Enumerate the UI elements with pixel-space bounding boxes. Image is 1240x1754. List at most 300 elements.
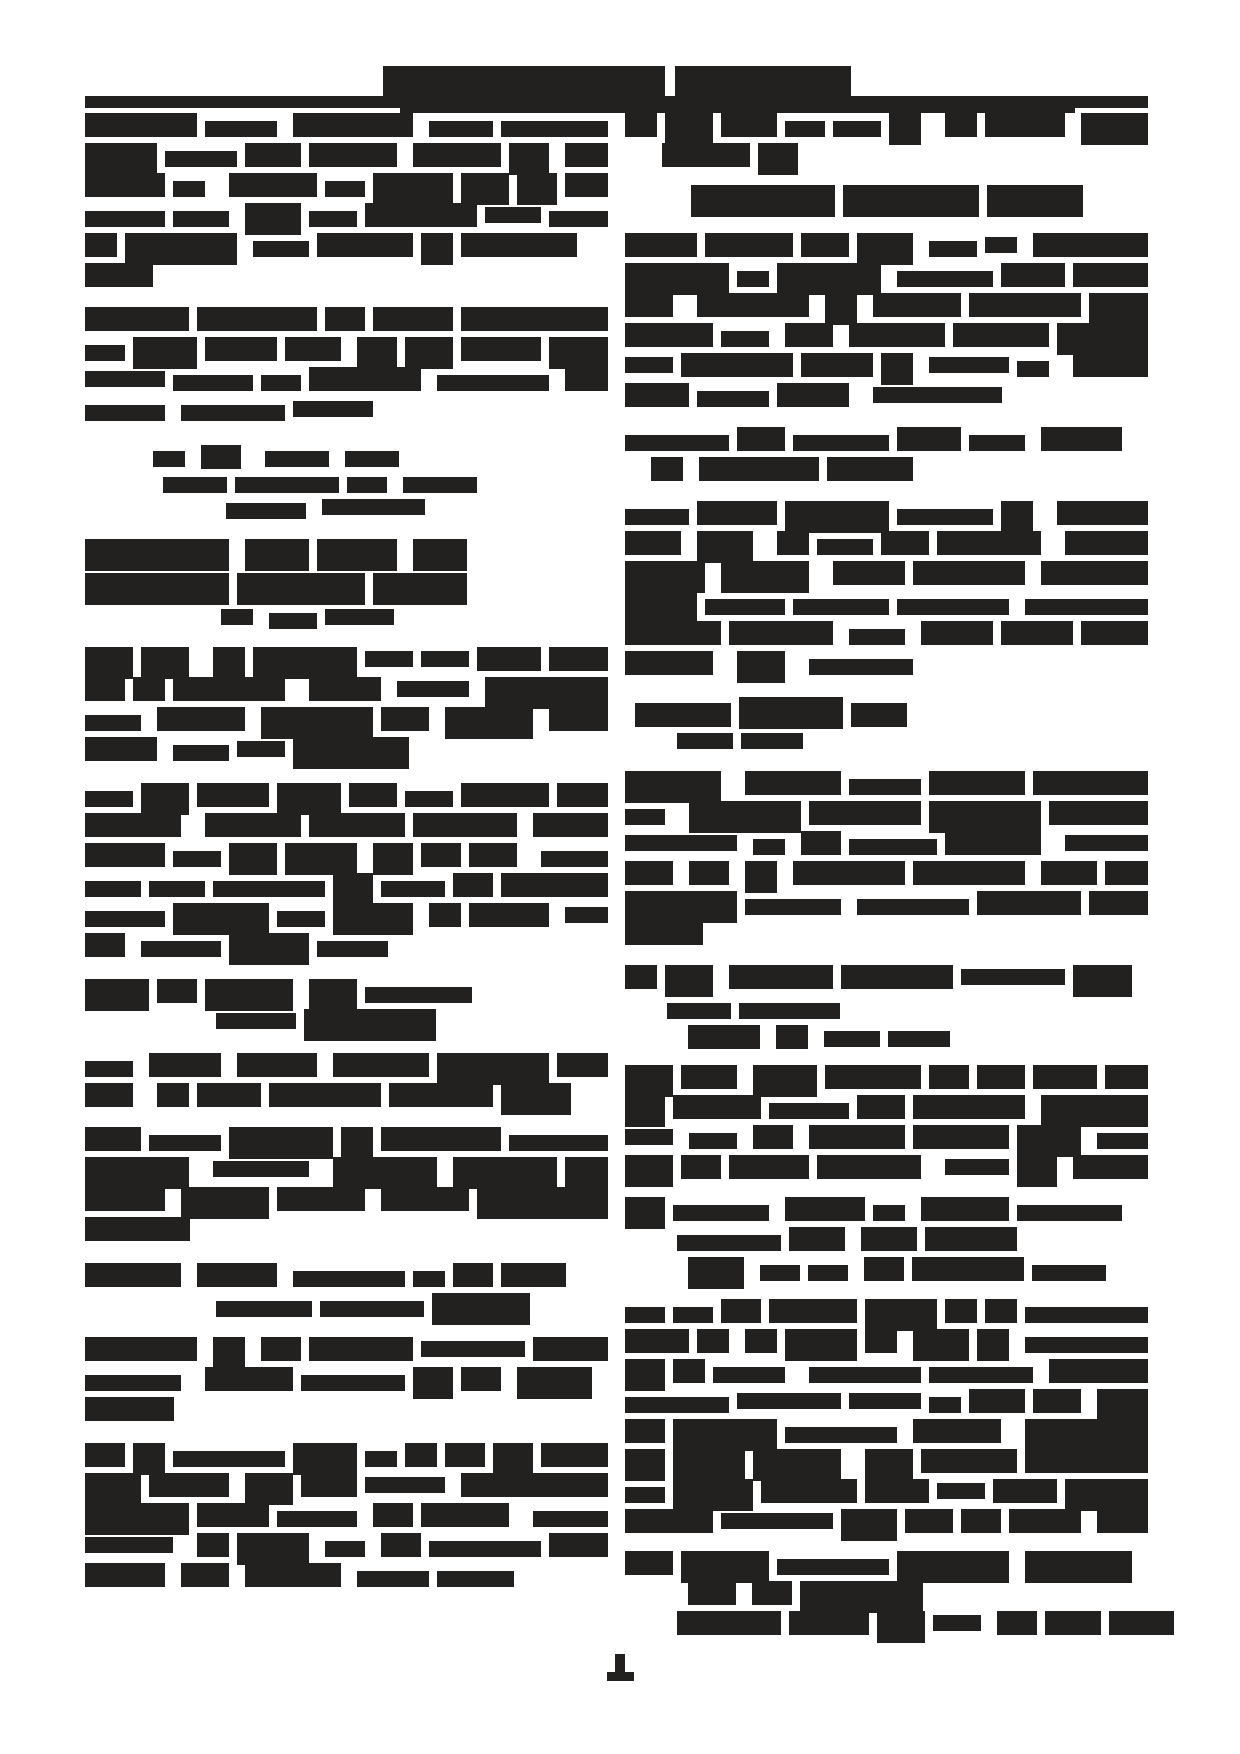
redacted-word [565,907,608,923]
redacted-word [213,1161,309,1177]
redacted-word [1105,861,1148,885]
redacted-word [461,233,577,257]
redacted-word [141,941,221,957]
redacted-word [85,881,141,897]
redacted-word [365,1451,397,1467]
redacted-word [865,1329,897,1353]
redacted-word [301,1375,405,1391]
redacted-word [1025,1551,1132,1583]
redacted-word [213,647,245,679]
redacted-word [173,211,229,227]
redacted-word [325,609,394,625]
redacted-word [961,1509,1001,1533]
redacted-word [453,1263,493,1287]
redacted-word [373,173,453,205]
redacted-word [1041,861,1097,885]
redacted-word [697,391,769,407]
redacted-word [889,113,921,145]
redacted-word [317,233,413,257]
redacted-word [403,477,477,493]
redacted-word [729,965,833,989]
redacted-word [173,181,205,197]
redacted-word [925,1227,1017,1251]
redacted-word [945,831,1041,855]
redacted-word [933,1615,981,1631]
redacted-word [325,307,365,331]
redacted-word [181,1563,229,1587]
redacted-paragraph [625,1065,1148,1185]
redacted-word [625,621,721,645]
redacted-word [1081,621,1148,645]
redacted-text-line [85,1367,608,1397]
redacted-word [625,323,713,347]
redacted-word [221,609,253,625]
redacted-word [197,783,269,807]
redacted-word [1057,323,1148,355]
redacted-word [277,1187,365,1211]
redacted-text-line [85,573,608,607]
redacted-word [309,211,357,227]
redacted-word [381,881,445,897]
redacted-word [793,599,889,615]
redacted-word [1017,361,1049,377]
redacted-word [1097,1509,1148,1533]
redacted-word [269,1083,381,1107]
redacted-word [1065,835,1148,851]
redacted-word [625,1449,665,1481]
redacted-text-line [625,771,1148,801]
redacted-word [85,1187,165,1211]
redacted-word [229,1127,333,1159]
redacted-word [381,707,429,731]
redacted-word [1017,1125,1081,1157]
redacted-word [345,451,399,467]
redacted-word [357,1571,429,1587]
redacted-word [753,1449,841,1481]
redacted-word [533,1337,608,1361]
redacted-word [857,233,913,265]
redacted-word [309,1337,413,1361]
redacted-word [381,1127,501,1151]
redacted-word [913,1125,1009,1149]
redacted-text-line [85,1217,608,1247]
redacted-word [565,367,608,391]
redacted-word [1017,1205,1122,1221]
redacted-word [501,1083,571,1115]
redacted-word [929,1065,969,1089]
redacted-word [789,1611,869,1635]
redacted-text-line [625,1551,1148,1581]
redacted-word [216,1301,312,1317]
redacted-word [405,337,453,369]
redacted-word [309,143,397,167]
redacted-word [849,1393,921,1409]
page-number-glyph-stem [615,1654,625,1674]
redacted-word [913,1329,969,1361]
redacted-word [689,801,801,833]
redacted-word [301,1473,357,1497]
redacted-word [789,1227,845,1251]
redacted-word [1081,113,1148,145]
redacted-word [333,873,373,905]
redacted-word [849,629,905,645]
redacted-word [85,143,157,175]
redacted-word [761,1479,857,1503]
redacted-word [181,1187,269,1219]
redacted-word [565,1157,608,1189]
redacted-word [625,509,689,525]
redacted-word [1073,263,1148,287]
redacted-word [777,531,809,555]
redacted-word [1033,233,1148,257]
redacted-word [85,1375,181,1391]
redacted-text-line [625,921,1148,951]
redacted-word [429,1541,541,1557]
redacted-word [1001,263,1065,287]
redacted-text-line [85,113,608,143]
redacted-word [85,1157,189,1189]
redacted-text-line [85,813,608,843]
redacted-paragraph [85,307,608,427]
redacted-word [253,241,309,257]
page-number-glyph-base [607,1672,634,1681]
redacted-word [277,1511,357,1527]
redacted-word [157,1083,189,1107]
redacted-word [801,353,873,377]
redacted-word [665,113,713,145]
redacted-word [133,677,165,701]
redacted-text-line [625,1509,1148,1539]
redacted-word [501,873,608,897]
redacted-word [785,121,825,137]
redacted-word [1001,621,1073,645]
redacted-word [85,1537,173,1553]
redacted-word [461,1473,608,1497]
page-number [607,1654,635,1682]
redacted-word [533,1511,608,1527]
redacted-hanging-item [85,1263,608,1323]
redacted-word [809,801,921,825]
redacted-word [662,143,750,167]
redacted-word [849,839,937,855]
redacted-text-line [85,979,608,1009]
redacted-word [873,387,1002,403]
redacted-text-line [625,113,1148,143]
redacted-word [163,477,227,493]
redacted-word [793,861,905,885]
redacted-word [293,1271,405,1287]
redacted-text-line [625,1389,1148,1419]
redacted-word [373,1503,413,1527]
redacted-paragraph [625,771,1148,951]
redacted-word [817,539,873,555]
redacted-hanging-item [625,1551,1148,1641]
redacted-word [625,891,737,923]
redacted-word [961,969,1065,985]
redacted-word [651,457,683,481]
redacted-word [1001,501,1033,533]
redacted-word [517,1367,592,1399]
redacted-word [173,677,285,701]
redacted-word [205,979,293,1011]
redacted-word [309,979,357,1011]
redacted-word [929,1367,1033,1383]
redacted-word [729,1155,809,1179]
redacted-word [253,647,357,679]
redacted-word [737,427,785,451]
redacted-word [501,121,608,137]
redacted-word [1025,599,1148,615]
redacted-word [697,501,777,525]
redacted-word [673,1359,705,1383]
redacted-word [485,677,608,709]
redacted-word [453,1157,557,1189]
redacted-word [85,677,125,701]
redacted-word [205,1367,293,1391]
redacted-hanging-item [625,1197,1148,1287]
redacted-word [705,233,793,257]
redacted-word [549,1533,608,1557]
redacted-word [705,599,785,615]
redacted-word [625,1197,665,1229]
redacted-text-line [625,731,1148,757]
redacted-word [945,113,977,137]
redacted-word [125,233,237,265]
redacted-word [133,337,197,369]
redacted-word [549,211,608,227]
redacted-text-line [85,445,608,471]
redacted-word [165,151,237,167]
redacted-hanging-item [625,965,1148,1051]
redacted-word [226,503,306,519]
redacted-word [85,791,133,807]
redacted-word [85,1127,141,1151]
redacted-word [945,1159,1009,1175]
redacted-word [1025,1307,1148,1323]
redacted-text-line [625,891,1148,921]
redacted-word [697,293,809,317]
redacted-word [865,1479,929,1503]
redacted-word [625,1095,665,1127]
redacted-word [85,1443,125,1467]
redacted-text-line [625,1299,1148,1329]
redacted-word [843,185,979,217]
redacted-word [625,435,729,451]
redacted-word [741,733,803,749]
redacted-word [85,1061,133,1077]
redacted-word [745,1329,777,1353]
redacted-word [929,357,1009,373]
redacted-word [689,861,729,885]
redacted-word [365,203,477,227]
redacted-word [809,1125,905,1149]
redacted-word [85,911,165,927]
redacted-word [801,831,841,855]
redacted-word [325,1541,365,1557]
redacted-word [677,1611,781,1635]
redacted-word [721,1513,833,1529]
redacted-word [625,835,737,851]
redacted-word [625,1307,665,1323]
redacted-text-line [625,353,1148,383]
redacted-word [985,1299,1017,1323]
redacted-word [261,1337,301,1361]
redacted-text-line [625,831,1148,861]
redacted-text-line [625,457,1148,487]
redacted-word [541,1443,608,1467]
redacted-word [1105,1065,1148,1089]
redacted-word [1041,1095,1148,1127]
redacted-paragraph [85,1127,608,1247]
redacted-text-line [625,591,1148,621]
redacted-text-line [85,1503,608,1533]
redacted-word [667,1003,731,1019]
redacted-text-line [625,501,1148,531]
redacted-word [625,1329,689,1353]
redacted-text-line [625,1125,1148,1155]
redacted-word [197,1533,229,1557]
redacted-word [1025,1337,1148,1353]
redacted-word [913,561,1025,585]
redacted-word [293,401,373,417]
redacted-word [461,1367,501,1391]
redacted-word [864,1257,904,1281]
redacted-word [625,771,721,803]
redacted-word [721,1299,761,1323]
redacted-word [721,561,809,593]
redacted-text-line [625,263,1148,293]
redacted-word [173,745,229,761]
redacted-word [381,1187,469,1211]
redacted-word [85,813,181,837]
redacted-word [237,741,285,757]
redacted-word [825,293,857,325]
redacted-word [85,1397,174,1421]
redacted-word [753,839,785,855]
redacted-word [149,1473,229,1497]
redacted-word [293,737,409,769]
redacted-text-line [85,607,608,633]
redacted-word [549,707,608,731]
redacted-word [285,843,357,875]
redacted-text-line [625,561,1148,591]
redacted-word [197,307,317,331]
redacted-text-line [85,707,608,737]
redacted-word [969,293,1081,317]
redacted-word [205,813,301,837]
redacted-word [181,405,285,421]
redacted-word [173,851,221,867]
redacted-word [937,531,1041,555]
redacted-text-line [625,861,1148,891]
redacted-word [921,1197,1009,1221]
redacted-word [945,1299,977,1323]
redacted-word [825,1065,921,1089]
redacted-word [625,1129,673,1145]
redacted-word [141,647,189,679]
redacted-word [1041,427,1122,451]
redacted-text-line [625,1257,1148,1287]
redacted-word [745,771,841,795]
redacted-word [809,1367,921,1383]
redacted-word [85,1473,141,1505]
redacted-word [517,173,557,205]
redacted-word [365,651,413,667]
redacted-word [157,979,197,1003]
redacted-text-line [625,1197,1148,1227]
redacted-word [213,881,325,897]
redacted-text-line [85,677,608,707]
redacted-word [681,1155,721,1179]
redacted-word [216,1013,296,1029]
redacted-word [205,337,277,361]
redacted-section-heading [85,539,608,633]
redacted-word [824,1031,880,1047]
redacted-word [509,143,549,175]
redacted-word [453,873,493,897]
redacted-word [1109,1611,1174,1635]
redacted-word [309,367,421,391]
redacted-word [333,1053,429,1077]
header-rule [85,96,1148,108]
redacted-word [688,1581,736,1605]
redacted-word [365,987,472,1003]
redacted-word [1025,1449,1148,1473]
redacted-word [85,979,149,1011]
redacted-word [897,599,1009,615]
redacted-word [851,703,907,727]
redacted-word [739,697,843,729]
redacted-word [673,1307,713,1323]
redacted-word [1045,1611,1101,1635]
redacted-word [421,1503,509,1527]
redacted-word [533,813,608,837]
redacted-text-line [85,903,608,933]
redacted-word [317,539,397,571]
redacted-word [197,1263,277,1287]
redacted-word [277,783,341,815]
redacted-word [625,233,697,257]
redacted-text-line [85,307,608,337]
redacted-word [237,1533,309,1565]
redacted-text-line [85,933,608,963]
redacted-hanging-item [625,427,1148,487]
redacted-word [913,1095,1025,1119]
redacted-word [333,903,413,935]
redacted-word [201,445,241,469]
redacted-word [421,651,469,667]
redacted-word [675,66,851,96]
redacted-text-line [85,1533,608,1563]
redacted-word [493,1443,533,1475]
redacted-word [509,1135,608,1151]
redacted-word [153,451,185,467]
redacted-text-line [625,1449,1148,1479]
redacted-word [149,1135,221,1151]
redacted-word [405,791,453,807]
redacted-text-line [625,383,1148,413]
redacted-word [565,173,608,197]
redacted-text-line [85,337,608,367]
redacted-word [625,591,697,623]
redacted-text-line [625,1359,1148,1389]
redacted-word [697,1329,729,1353]
redacted-text-line [85,1337,608,1367]
redacted-word [681,1065,737,1089]
redacted-word [85,1563,165,1587]
redacted-word [461,307,608,331]
redacted-text-line [625,233,1148,263]
